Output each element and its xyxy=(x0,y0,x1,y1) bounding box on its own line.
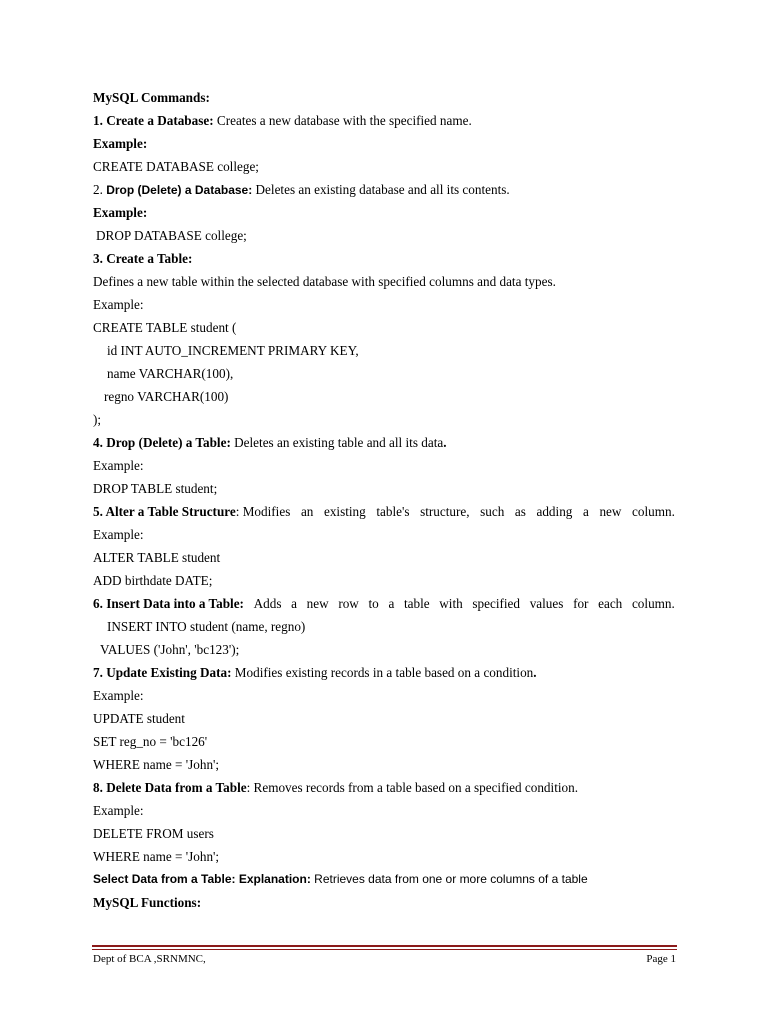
section-3-code-line: CREATE TABLE student ( xyxy=(93,320,237,335)
section-5-word: new xyxy=(599,504,622,519)
section-7-desc: Modifies existing records in a table based on a condition xyxy=(231,665,534,680)
section-6-word: to xyxy=(368,596,379,611)
section-7-code-line: UPDATE student xyxy=(93,711,185,726)
section-3-heading: 3. Create a Table: xyxy=(93,251,193,266)
section-9-desc: Retrieves data from one or more columns of a table xyxy=(310,872,588,886)
section-4-period: . xyxy=(443,435,447,450)
section-6-word: new xyxy=(306,596,329,611)
section-7-example-label: Example: xyxy=(93,688,144,703)
section-6-code-line: VALUES ('John', 'bc123'); xyxy=(100,642,240,657)
section-5-heading-line xyxy=(93,500,675,523)
page-footer xyxy=(93,952,676,966)
section-6-heading: 6. Insert Data into a Table: xyxy=(93,596,244,611)
section-5-code-line: ALTER TABLE student xyxy=(93,550,221,565)
section-6-word: each xyxy=(598,596,623,611)
section-3-desc: Defines a new table within the selected database with specified columns and data types. xyxy=(93,274,556,289)
section-8-code-line: DELETE FROM users xyxy=(93,826,214,841)
section-2-heading: Drop (Delete) a Database: xyxy=(106,183,253,197)
section-1-desc: Creates a new database with the specified name. xyxy=(213,113,472,128)
section-2-desc: Deletes an existing database and all its contents. xyxy=(252,182,510,197)
section-3-code-line: regno VARCHAR(100) xyxy=(104,389,229,404)
section-6-word: column. xyxy=(631,596,675,611)
section-1-example-label: Example: xyxy=(93,136,148,151)
section-5-word: 5. Alter a Table Structure: Modifies xyxy=(93,504,291,519)
section-1-heading: 1. Create a Database: xyxy=(93,113,214,128)
section-3-code-line: id INT AUTO_INCREMENT PRIMARY KEY, xyxy=(107,343,359,358)
section-5-word: table's xyxy=(376,504,410,519)
section-6-word: with xyxy=(439,596,463,611)
section-5-heading: 5. Alter a Table Structure xyxy=(93,504,236,519)
section-6-code-line: INSERT INTO student (name, regno) xyxy=(107,619,306,634)
section-5-word: a xyxy=(582,504,589,519)
section-5-example-label: Example: xyxy=(93,527,144,542)
section-6-word: values xyxy=(529,596,564,611)
footer-page-number: Page 1 xyxy=(646,953,676,965)
section-3-code-line: ); xyxy=(93,412,102,427)
section-2-code: DROP DATABASE college; xyxy=(96,228,247,243)
footer-rule-thin xyxy=(92,949,677,950)
section-5-word: column. xyxy=(632,504,675,519)
section-8-heading: 8. Delete Data from a Table xyxy=(93,780,247,795)
section-6-word: specified xyxy=(472,596,521,611)
section-5-word: an xyxy=(300,504,314,519)
section-1-heading-line xyxy=(93,109,675,132)
section-7-period: . xyxy=(533,665,537,680)
functions-heading: MySQL Functions: xyxy=(93,895,202,910)
section-6-word: table xyxy=(403,596,430,611)
section-8-heading-line xyxy=(93,776,675,799)
section-8-code-line: WHERE name = 'John'; xyxy=(93,849,220,864)
section-1-code: CREATE DATABASE college; xyxy=(93,159,259,174)
section-3-code-line: name VARCHAR(100), xyxy=(107,366,234,381)
section-8-example-label: Example: xyxy=(93,803,144,818)
section-9-heading-line xyxy=(93,868,675,891)
section-6-word: a xyxy=(388,596,395,611)
section-5-word: such xyxy=(480,504,505,519)
section-4-code: DROP TABLE student; xyxy=(93,481,218,496)
section-4-desc: Deletes an existing table and all its data xyxy=(230,435,444,450)
section-3-example-label: Example: xyxy=(93,297,144,312)
section-8-desc: : Removes records from a table based on a specified condition. xyxy=(246,780,579,795)
section-2-heading-line xyxy=(93,178,675,201)
footer-rule-thick xyxy=(92,945,677,947)
section-2-example-label: Example: xyxy=(93,205,148,220)
section-5-code-line: ADD birthdate DATE; xyxy=(93,573,213,588)
section-7-code-line: SET reg_no = 'bc126' xyxy=(93,734,208,749)
section-4-heading: 4. Drop (Delete) a Table: xyxy=(93,435,231,450)
section-5-word: structure, xyxy=(420,504,470,519)
section-7-heading: 7. Update Existing Data: xyxy=(93,665,232,680)
page-title: MySQL Commands: xyxy=(93,90,210,105)
section-6-word: for xyxy=(573,596,589,611)
footer-dept: Dept of BCA ,SRNMNC, xyxy=(93,953,206,965)
section-6-word: a xyxy=(291,596,297,611)
section-9-heading: Select Data from a Table: Explanation: xyxy=(93,872,311,886)
section-6-heading-line xyxy=(93,592,675,615)
section-6-word: Adds xyxy=(253,596,282,611)
section-5-word: adding xyxy=(536,504,573,519)
section-2-number: 2. xyxy=(93,182,107,197)
section-5-word: as xyxy=(514,504,526,519)
section-6-word: row xyxy=(338,596,359,611)
section-7-heading-line xyxy=(93,661,675,684)
section-4-example-label: Example: xyxy=(93,458,144,473)
document-body xyxy=(93,86,675,914)
section-7-code-line: WHERE name = 'John'; xyxy=(93,757,220,772)
section-4-heading-line xyxy=(93,431,675,454)
section-5-word: existing xyxy=(323,504,366,519)
